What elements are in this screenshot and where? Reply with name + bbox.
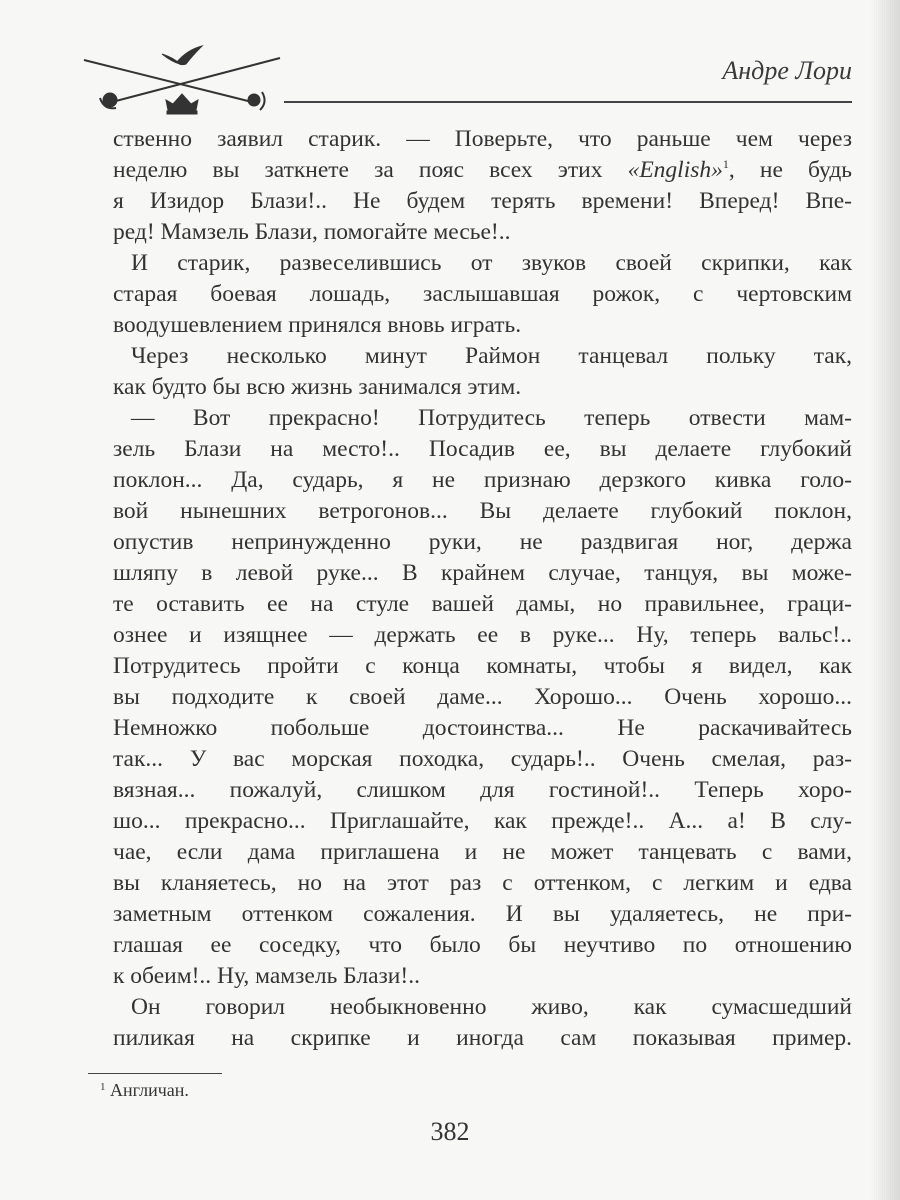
text-line: воодушевлением принялся вновь играть.	[113, 312, 522, 338]
footnote-mark: 1	[100, 1081, 106, 1093]
text-line: пиликая на скрипке и иногда сам показывая пример.	[113, 1025, 852, 1051]
text-line: те оставить ее на стуле вашей дамы, но правильнее, граци-	[113, 591, 852, 617]
text-line: вой нынешних ветрогонов... Вы делаете глубокий поклон,	[113, 498, 852, 524]
text-line: поклон... Да, сударь, я не признаю дерзкого кивка голо-	[113, 467, 852, 493]
text-line: — Вот прекрасно! Потрудитесь теперь отвести мам-	[131, 405, 852, 431]
page-number: 382	[430, 1117, 470, 1146]
line-text: неделю вы заткнете за пояс всех этих	[113, 157, 628, 183]
text-line: как будто бы всю жизнь занимался этим.	[113, 374, 522, 400]
text-line: ознее и изящнее — держать ее в руке... Ну, теперь вальс!..	[113, 622, 852, 648]
text-line: вязная... пожалуй, слишком для гостиной!.. Теперь хоро-	[113, 777, 852, 803]
text-line: шляпу в левой руке... В крайнем случае, танцуя, вы може-	[113, 560, 852, 586]
text-line: опустив непринужденно руки, не раздвигая ног, держа	[113, 529, 852, 555]
text-line: вы кланяетесь, но на этот раз с оттенком, с легким и едва	[113, 870, 852, 896]
footnote-rule	[88, 1073, 222, 1074]
text-line: чае, если дама приглашена и не может танцевать с вами,	[113, 839, 852, 865]
text-line: к обеим!.. Ну, мамзель Блази!..	[113, 963, 420, 989]
text-line: глашая ее соседку, что было бы неучтиво по отношению	[113, 932, 852, 958]
text-line: Он говорил необыкновенно живо, как сумасшедший	[131, 994, 852, 1020]
text-line: ред! Мамзель Блази, помогайте месье!..	[113, 219, 511, 245]
text-line: зель Блази на место!.. Посадив ее, вы делаете глубокий	[113, 436, 852, 462]
text-line: шо... прекрасно... Приглашайте, как прежде!.. А... а! В слу-	[113, 808, 852, 834]
footnote-ref: 1	[722, 157, 729, 171]
body-text	[113, 124, 852, 1054]
footnote	[100, 1080, 189, 1101]
line-text: , не будь	[728, 157, 852, 183]
text-line: заметным оттенком сожаления. И вы удаляетесь, не при-	[113, 901, 852, 927]
footnote-text: Англичан.	[110, 1080, 189, 1100]
page-edge-shadow	[870, 0, 900, 1200]
text-line: вы подходите к своей даме... Хорошо... Очень хорошо...	[113, 684, 852, 710]
crossed-swords-ornament-icon	[82, 40, 282, 115]
text-line: И старик, развеселившись от звуков своей скрипки, как	[131, 250, 852, 276]
text-line: Через несколько минут Раймон танцевал польку так,	[131, 343, 852, 369]
text-line: я Изидор Блази!.. Не будем терять времени! Вперед! Впе-	[113, 188, 852, 214]
text-line: ственно заявил старик. — Поверьте, что раньше чем через	[113, 126, 852, 152]
text-line: Потрудитесь пройти с конца комнаты, чтобы я видел, как	[113, 653, 852, 679]
text-line: старая боевая лошадь, заслышавшая рожок, с чертовским	[113, 281, 852, 307]
text-line	[113, 155, 852, 186]
header-rule	[284, 101, 852, 103]
italic-word: «English»	[627, 157, 723, 183]
text-line: Немножко побольше достоинства... Не раскачивайтесь	[113, 715, 852, 741]
text-line: так... У вас морская походка, сударь!.. Очень смелая, раз-	[113, 746, 852, 772]
running-head-author: Андре Лори	[722, 56, 852, 85]
